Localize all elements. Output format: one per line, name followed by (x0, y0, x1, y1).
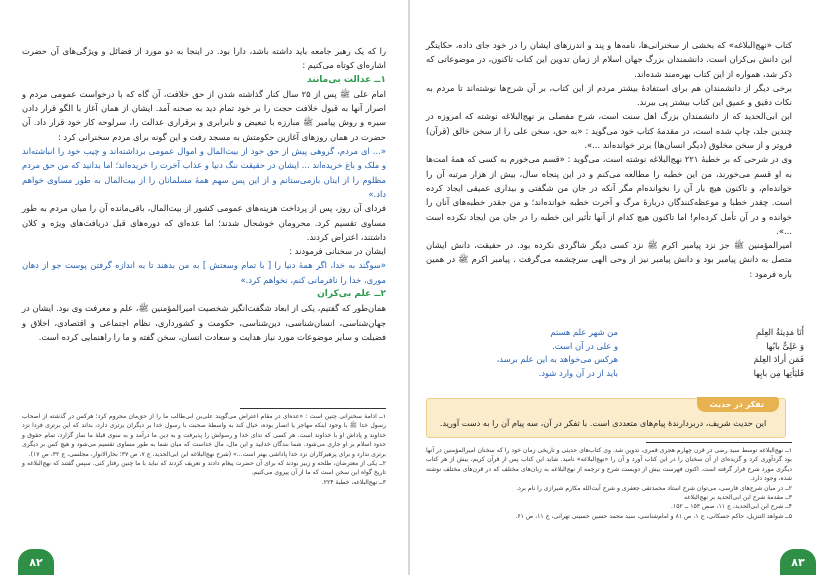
hadith-arabic-line: أَنَا مَدِینَةُ العِلمِ (755, 327, 804, 337)
footnote-3: ۳ــ نهج‌البلاغه، خطبهٔ ۲۲۴. (321, 478, 386, 486)
hadith-translation (448, 326, 618, 380)
hadith-translation-line: و علی در آن است. (552, 340, 618, 351)
distribution-paragraph: فردای آن روز، پس از پرداخت هزینه‌های عمومی کشور از بیت‌المال، باقی‌مانده آن را میان مردم به طور مساوی تقسیم کرد. محرومان خوشحال شدند؛ اما عده‌ای که دوره‌های قبل دریافت‌های ویژه و کلان داشتند، اعتراض کردند. (22, 203, 386, 242)
hadith-arabic-line: وَ عَلِیٌّ بابُها (766, 340, 804, 351)
hadith-arabic-line: فَمَن أرادَ العِلمَ (753, 354, 804, 364)
nahj-intro: کتاب «نهج‌البلاغه» که بخشی از سخنرانی‌ها، نامه‌ها و پند و اندرزهای ایشان را در خود جای داده، حکایتگر این دانش بی‌کران است. دانشمندان بزرگ جهان اسلام از زمان تدوین این کتاب تاکنون، در موضوعاتی که ذکر شد، همواره از این کتاب بهره‌مند شده‌اند. (426, 40, 792, 79)
page-number-83: ۸۳ (780, 549, 816, 575)
footnote-divider (240, 408, 386, 409)
hadith-translation-line: هرکس می‌خواهد به این علم برسد، (496, 354, 618, 364)
reflection-box (426, 398, 786, 438)
hadith-translation-line: من شهر علم هستم (550, 327, 618, 337)
reflection-text: این حدیث شریف، دربردارندهٔ پیام‌های متعددی است. با تفکر در آن، سه پیام آن را به دست آورید. (439, 418, 767, 428)
heading-justice: ۱ــ عدالت بی‌مانند (307, 74, 386, 85)
ibn-abil-hadid-paragraph: ابن ابی‌الحدید که از دانشمندان بزرگ اهل سنت است، شرح مفصلی بر نهج‌البلاغه نوشته که امروزه در چندین جلد، چاپ شده است، در مقدمهٔ کتاب خود می‌گوید : «به حق، سخن علی را از سخن خالق (قرآن) فروتر و از سخن مخلوق (دیگر انسان‌ها) برتر خوانده‌اند ...». (426, 111, 792, 151)
footnote-3: ۳ــ مقدمهٔ شرح ابن ابی‌الحدید بر نهج‌البلاغه (684, 494, 792, 502)
hadith-arabic-line: فَلیَأتِها مِن بابِها (753, 367, 804, 378)
oath-quote: «سوگند به خدا، اگر همهٔ دنیا را [ با تمام وسعتش ] به من بدهند تا به اندازه گرفتن پوست جو از دهان موری، خدا را نافرمانی کنم، نخواهم کرد.» (22, 260, 386, 285)
heading-knowledge: ۲ــ علم بی‌کران (317, 289, 386, 300)
footnote-divider (646, 442, 792, 443)
left-body (22, 44, 386, 344)
footnote-5: ۵ــ شواهد التنزیل، حاکم حسکانی، ج ۱، ص ۸۱ و امام‌شناسی، سید محمد حسین حسینی تهرانی، ج ۱۱، ص ۶۱. (515, 512, 792, 520)
hadith-arabic (664, 326, 804, 380)
intro-paragraph: را که یک رهبر جامعه باید داشته باشد، دارا بود. در اینجا به دو مورد از فضائل و ویژگی‌های آن حضرت اشاره‌ای کوتاه می‌کنیم : (22, 46, 386, 71)
right-page (410, 0, 818, 575)
page-number-82: ۸۲ (18, 549, 54, 575)
hadith-translation-line: باید از در آن وارد شود. (538, 367, 618, 378)
prophet-teacher-paragraph: امیرالمؤمنین ﷺ جز نزد پیامبر اکرم ﷺ نزد کسی دیگر شاگردی نکرده بود. در حقیقت، دانش ایشان متصل به دانش پیامبر بود و دانش پیامبر نیز از وحی الهی سرچشمه می‌گرفت . پیامبر اکرم ﷺ در همین باره فرمود : (426, 240, 792, 279)
left-page (0, 0, 408, 575)
bullet-icon (767, 403, 771, 407)
footnote-4: ۴ــ شرح ابن ابی‌الحدید، ج ۱۱، صص ۱۵۳ ــ ۱۵۲. (671, 503, 792, 511)
sermon-221-paragraph: وی در شرحی که بر خطبهٔ ۲۲۱ نهج‌البلاغه نوشته است، می‌گوید : «قسم می‌خورم به کسی که همهٔ امت‌ها به او قسم می‌خورند، من این خطبه را مطالعه می‌کنم و در این پنجاه سال، بیش از هزار مرتبه آن را خوانده‌ام، و تاکنون هیچ بار آن را نخوانده‌ام مگر آنکه در جان من شگفتی و بیداری عمیقی ایجاد کرده است. چقدر خطبا و موعظه‌کنندگان دربارهٔ مرگ و آخرت خطبه خوانده‌اند؛ و من جقدر خطبه‌های آنان را خوانده و در آن تأمل کرده‌ام! اما تاکنون هیچ کدام از آنها تأثیر این خطبه را در جان من ایجاد نکرده است ...». (426, 154, 792, 236)
footnote-1: ۱ــ نهج‌البلاغه توسط سید رضی در قرن چهارم هجری قمری، تدوین شد. وی کتاب‌های حدیثی و تاریخی زمان خود را که سخنان امیرالمؤمنین در آنها بود گردآوری کرد و گزیده‌ای از آن سخنان را در این کتاب آورد و آن را «نهج‌البلاغه» نامید. شاید این کتاب پس از قرآن کریم، بیش از هر کتاب دیگری مورد شرح قرار گرفته است. اکنون فهرست بیش از دویست شرح و ترجمه از نهج‌البلاغه به زبان‌های مختلف که در قرن‌های مختلف نوشته شده، وجود دارد. (426, 447, 792, 483)
right-footnotes (426, 446, 792, 521)
knowledge-paragraph: همان‌طور که گفتیم، یکی از ابعاد شگفت‌انگیز شخصیت امیرالمؤمنین ﷺ، علم و معرفت وی بود. ایشان در جهان‌شناسی، انسان‌شناسی، دین‌شناسی، حکومت و کشورداری، نظام اجتماعی و اقتصادی، اخلاق و فضیلت و سایر موضوعات مورد نیاز هدایت و سعادت انسان، سخن گفته و ما را راهنمایی کرده است. (22, 303, 386, 342)
saying-intro: ایشان در سخنانی فرمودند : (289, 246, 386, 257)
commentaries-paragraph: برخی دیگر از دانشمندان هم برای استفادهٔ بیشتر مردم از این کتاب، بر آن شرح‌ها نوشته‌اند تا مردم به نکات دقیق و عمیق این کتاب بیشتر پی ببرند. (426, 82, 792, 108)
reflection-title-text: تفکر در حدیث (709, 400, 764, 409)
reflection-title (697, 397, 779, 412)
sermon-quote: «... ای مردم، گروهی پیش از حق خود از بیت‌المال و اموال عمومی برداشته‌اند و چیب خود را انباشته‌اند و ملک و باغ خریده‌اند ... ایشان در حقیقت ننگ دنیا و عذاب آخرت را خریده‌اند؛ اما بدانید که من حق مردم مظلوم را از اینان بازمی‌ستانم و از این پس سهم همهٔ مسلمانان را از بیت‌المال به طور مساوی خواهم داد.» (22, 146, 386, 199)
right-body (426, 38, 792, 281)
left-footnotes (22, 412, 386, 487)
footnote-1: ۱ــ ادامهٔ سخنرانی چنین است : «عده‌ای در مقام اعتراض می‌گویند علی‌بن ابی‌طالب ما را از حق‌مان محروم کرد؛ هرکس در گذشته از اصحاب رسول خدا ﷺ با وجود اینکه مهاجر یا انصار بوده، خیال کند به واسطهٔ صحبت با رسول خدا بر دیگران برتری دارد، بداند که این برتری فردا نزد خداوند و پاداش او با خداوند است. هر کسی که ندای خدا و رسولش را پذیرفت و به دین ما درآمد و به سوی قبلهٔ ما نماز گزارد، تمام حقوق و حدود اسلام بر او جاری می‌شود. شما بندگان خدایید و این مال، مال خداست که میان شما به طور مساوی تقسیم می‌شود و هیچ کس بر دیگری برتری ندارد و برای پرهیزکاران نزد خدا پاداشی بهتر است...» (شرح نهج‌البلاغه ابن ابی‌الحدید، ج ۷، ص ۳۷؛ بحارالانوار، مجلسی، ج ۳۲، ص ۱۷). (22, 413, 386, 458)
justice-paragraph: امام علی ﷺ پس از ۲۵ سال کنار گذاشته شدن از حق خلافت، آن گاه که با درخواست عمومی مردم و اصرار آنها به قبول خلافت حجت را بر خود تمام دید به صحنه آمد. ایشان از همان آغاز با الگو قرار دادن سیره و روش پیامبر ﷺ مبارزه با تبعیض و نابرابری و برقراری عدالت را، سرلوحه کار خود قرار داد. آن حضرت در همان روزهای آغازین حکومتش به مسجد رفت و این گونه برای مردم سخنرانی کرد : (22, 88, 386, 142)
footnote-2: ۲ــ در میان شرح‌های فارسی، می‌توان شرح استاد محمدتقی جعفری و شرح آیت‌الله مکارم شیرازی را نام برد. (516, 484, 792, 492)
footnote-2: ۲ــ یکی از معترضان، طلحه و زبیر بودند که برای آن حضرت پیغام دادند و تعریف کردند که نباید با ما چنین رفتار کنی. سپس گفتند که نهج‌البلاغه و تاریخ گواه این سخن است که ما از آن پیروی می‌کنیم. (22, 460, 386, 477)
